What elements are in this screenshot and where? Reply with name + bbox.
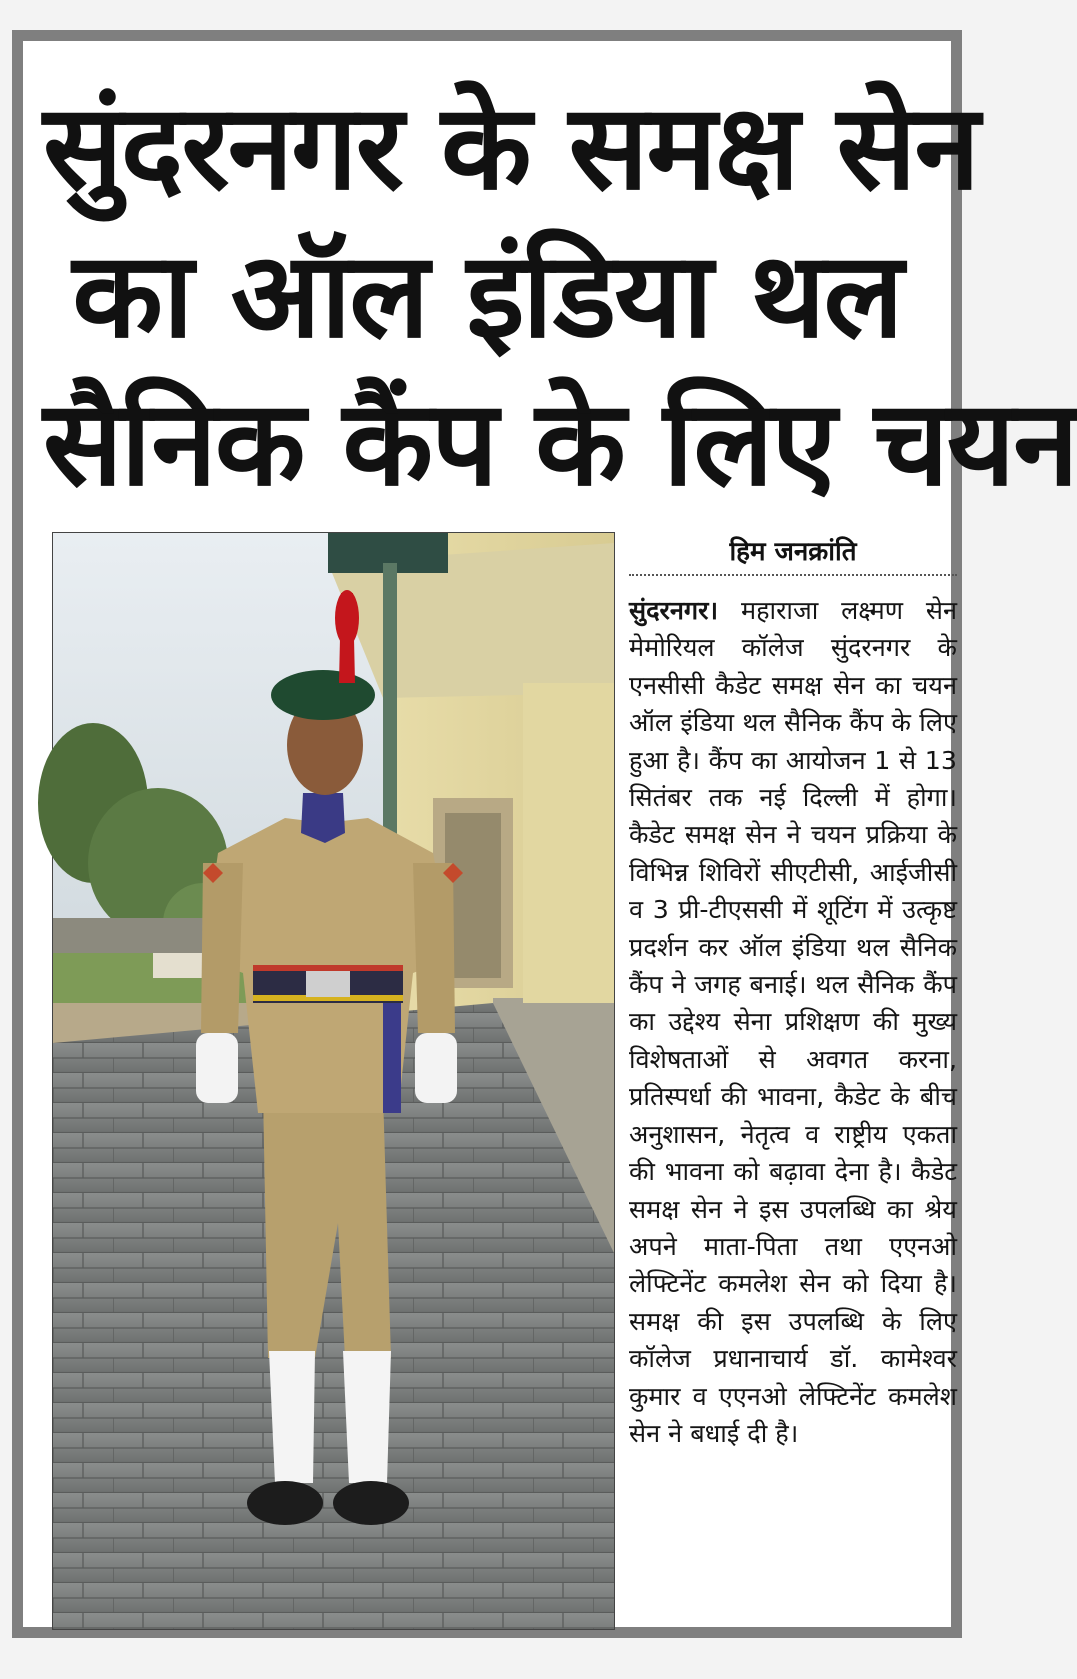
cadet-photo: [52, 532, 615, 1630]
headline-line-3: सैनिक कैंप के लिए चयन: [43, 374, 1077, 512]
article-text: महाराजा लक्ष्मण सेन मेमोरियल कॉलेज सुंदरनगर के एनसीसी कैडेट समक्ष सेन का चयन ऑल इंडिया थल सैनिक कैंप के लिए हुआ है। कैंप का आयोजन 1 से 13 सितंबर तक नई दिल्ली में होगा। कैडेट समक्ष सेन ने चयन प्रक्रिया के विभिन्न शिविरों सीएटीसी, आईजीसी व 3 प्री-टीएससी में शूटिंग में उत्कृष्ट प्रदर्शन कर ऑल इंडिया थल सैनिक कैंप ने जगह बनाई। थल सैनिक कैंप का उद्देश्य सेना प्रशिक्षण की मुख्य विशेषताओं से अवगत करना, प्रतिस्पर्धा की भावना, कैडेट के बीच अनुशासन, नेतृत्व व राष्ट्रीय एकता की भावना को बढ़ावा देना है। कैडेट समक्ष सेन ने इस उपलब्धि का श्रेय अपने माता-पिता तथा एएनओ लेफ्टिनेंट कमलेश सेन को दिया है। समक्ष की इस उपलब्धि के लिए कॉलेज प्रधानाचार्य डॉ. कामेश्वर कुमार व एएनओ लेफ्टिनेंट कमलेश सेन ने बधाई दी है।: [629, 596, 957, 1448]
byline: हिम जनक्रांति: [629, 532, 957, 576]
article-column: [629, 532, 957, 1478]
article-body: [629, 592, 957, 1452]
headline: [43, 73, 1077, 517]
headline-line-1: सुंदरनगर के समक्ष सेन: [43, 78, 978, 216]
news-clipping: [12, 30, 1077, 1638]
headline-line-2: का ऑल इंडिया थल: [72, 226, 902, 364]
dateline: सुंदरनगर।: [629, 596, 719, 625]
